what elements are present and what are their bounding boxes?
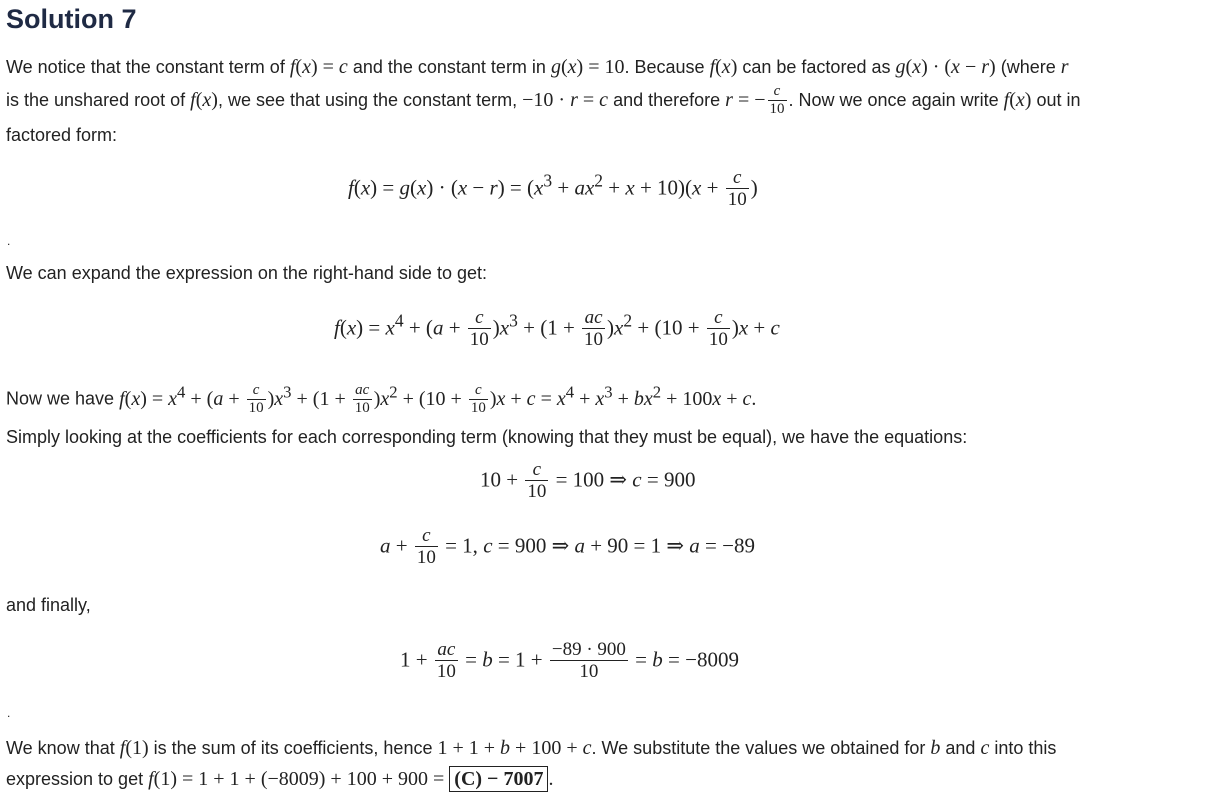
- text: . Because: [624, 57, 705, 77]
- paragraph-intro-line3: [6, 120, 117, 151]
- text: Now we have: [6, 388, 115, 409]
- math: −10 · r = c: [522, 89, 609, 112]
- math: g(x) · (x − r): [895, 56, 996, 78]
- math: 1 + 1 + b + 100 + c: [437, 737, 592, 759]
- text: is the unshared root of: [6, 90, 186, 111]
- math: b: [930, 737, 941, 759]
- paragraph-now-we-have: [6, 376, 756, 418]
- text: can be factored as: [742, 57, 891, 77]
- text: and: [945, 738, 976, 758]
- paragraph-coefficients: [6, 422, 967, 453]
- math: r = − $\frac{c}{10}$: [725, 83, 785, 117]
- text: . Now we once again write: [788, 90, 999, 111]
- period: .: [7, 706, 11, 720]
- text: We can expand the expression on the right-hand side to get:: [6, 263, 487, 283]
- text: and therefore: [613, 90, 721, 111]
- equation-factored-form: $f(x) = g(x) \cdot (x - r) = (x^3 + ax^2 + x + 10)(x$ + $\frac{c}{10}$ ): [348, 167, 758, 210]
- math: $f(x) = x^4 + (a$ + $\frac{c}{10}$ )$x^3 + (1$ + $\frac{ac}{10}$ )$x^2 + (10$ + $\frac{c}{10}$ )$x + c = x^4 + x^3 + bx^2 + 100x + c$.: [119, 381, 757, 416]
- text: and the constant term in: [352, 57, 546, 77]
- math: c: [980, 737, 990, 759]
- answer-text: (C) − 7007: [454, 768, 544, 790]
- math: f(x): [709, 56, 738, 78]
- paragraph-finally: [6, 590, 91, 621]
- math: f(x): [190, 89, 218, 112]
- text: , we see that using the constant term,: [217, 90, 518, 111]
- math: f(1): [119, 737, 149, 759]
- text: factored form:: [6, 125, 118, 145]
- text: and finally,: [6, 595, 91, 615]
- math: f(x) = c: [289, 56, 348, 78]
- text: into this: [994, 738, 1057, 758]
- solution-heading: Solution 7: [6, 4, 137, 34]
- math: g(x) = 10: [550, 56, 625, 78]
- boxed-answer: [449, 766, 548, 792]
- paragraph-conclusion-line1: [6, 733, 1056, 764]
- text: We know that: [6, 738, 115, 758]
- text: . We substitute the values we obtained for: [591, 738, 926, 758]
- text: out in: [1036, 90, 1081, 111]
- text: Simply looking at the coefficients for each corresponding term (knowing that they must be equal), we have the equations:: [6, 427, 968, 447]
- paragraph-conclusion-line2: [6, 764, 553, 795]
- math: f(x): [1003, 89, 1032, 112]
- text: expression to get: [6, 769, 144, 789]
- text: is the sum of its coefficients, hence: [153, 738, 433, 758]
- paragraph-expand: [6, 258, 487, 289]
- math: f(1) = 1 + 1 + (−8009) + 100 + 900 = (C) − 7007 .: [148, 768, 554, 790]
- equation-expanded: $f(x) = x^4 + (a$ + $\frac{c}{10}$ )$x^3 + (1$ + $\frac{ac}{10}$ )$x^2 + (10$ + $\frac{c}{10}$ )x + c: [334, 307, 780, 350]
- equation-solve-b: 1 + $\frac{ac}{10}$ = b = 1 + $\frac{-89 \cdot 900}{10}$ = b = −8009: [400, 639, 739, 682]
- period: .: [7, 234, 11, 248]
- text: (where: [1000, 57, 1056, 77]
- text: We notice that the constant term of: [6, 57, 285, 77]
- paragraph-intro-line2: [6, 84, 1081, 119]
- equation-solve-c: 10 + $\frac{c}{10}$ = 100 ⇒ c = 900: [480, 459, 696, 502]
- math: r: [1060, 56, 1069, 78]
- equation-solve-a: a + $\frac{c}{10}$ = 1, c = 900 ⇒ a + 90 = 1 ⇒ a = −89: [380, 525, 755, 568]
- paragraph-intro-line1: [6, 52, 1069, 83]
